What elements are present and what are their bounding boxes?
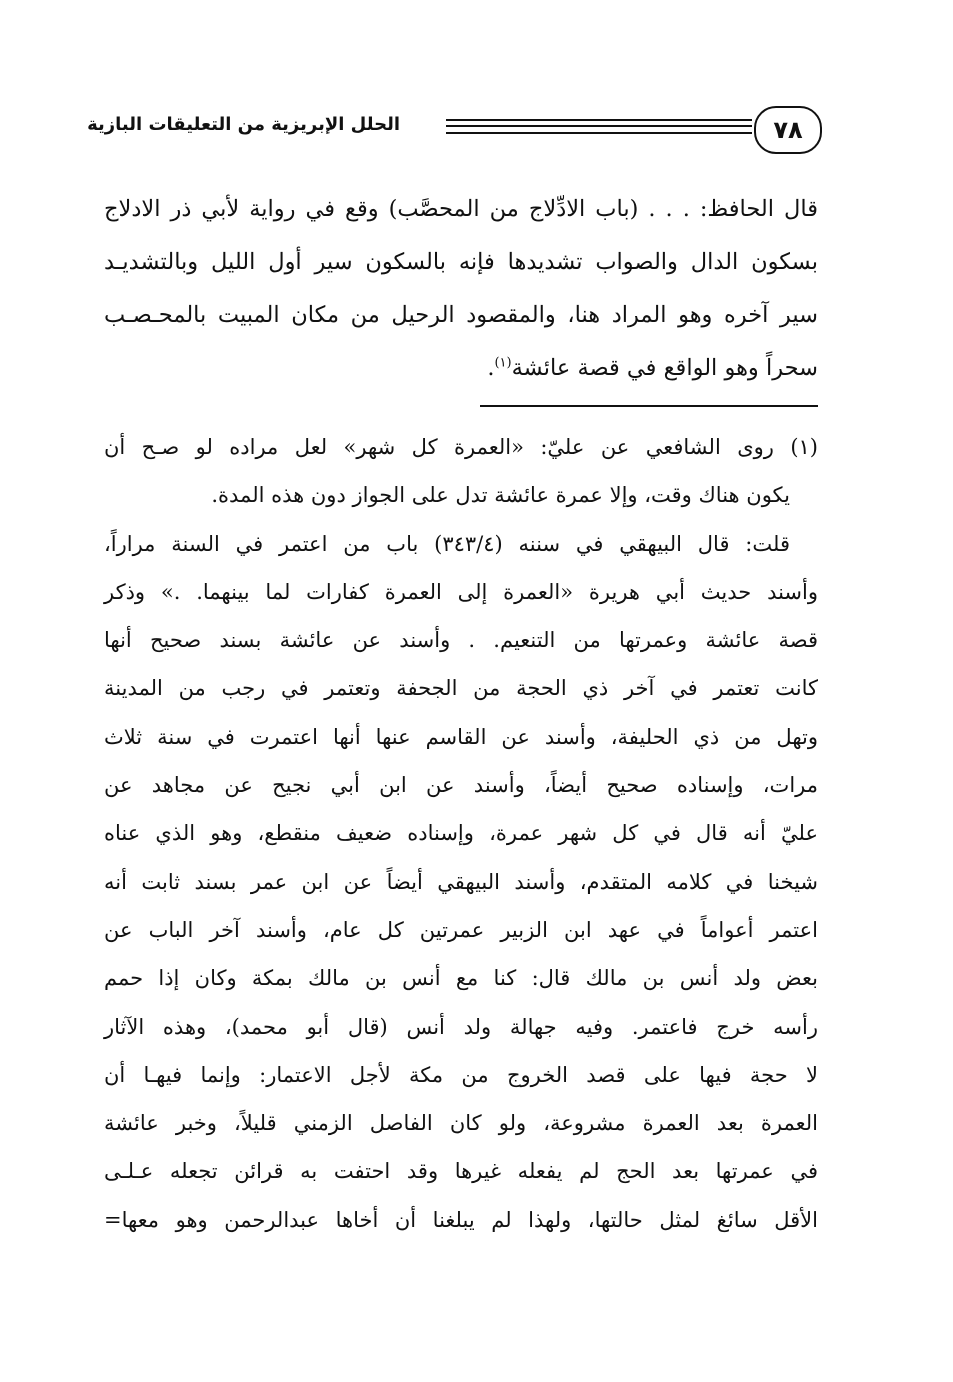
footnote-line: قلت: قال البيهقي في سننه (٣٤٣/٤) باب من اعتمر في السنة مراراً، — [104, 531, 790, 556]
footnote-line: وأسند حديث أبي هريرة «العمرة إلى العمرة كفارات لما بينهما. .» وذكر — [104, 579, 818, 604]
header-rule — [446, 119, 752, 134]
main-line: بسكون الدال والصواب تشديدها فإنه بالسكون سير أول الليل وبالتشديـد — [104, 249, 818, 275]
main-line: قال الحافظ: . . . (باب الادِّلاج من المحصَّب) وقع في رواية لأبي ذر الادلاج — [104, 196, 818, 222]
main-line-text: سحراً وهو الواقع في قصة عائشة — [511, 355, 818, 381]
page-header — [87, 106, 822, 156]
footnote-separator — [480, 405, 818, 407]
footnote-line: يكون هناك وقت، وإلا عمرة عائشة تدل على الجواز دون هذه المدة. — [211, 483, 790, 508]
footnotes — [104, 423, 818, 1244]
footnote-line: لا حجة فيها على قصد الخروج من مكة لأجل الاعتمار: وإنما فيهـا أن — [104, 1062, 818, 1087]
running-title: الحلل الإبريزية من التعليقات البازية — [87, 114, 400, 135]
footnote-line: شيخنا في كلامه المتقدم، وأسند البيهقي أيضاً عن ابن عمر بسند ثابت أنه — [104, 869, 818, 894]
footnote-line: عليّ أنه قال في كل شهر عمرة، وإسناده ضعيف منقطع، وهو الذي عناه — [104, 821, 818, 846]
footnote-line: في عمرتها بعد الحج لم يفعله غيرها وقد احتفت به قرائن تجعله عـلـى — [104, 1159, 818, 1184]
footnote-line: كانت تعتمر في آخر ذي الحجة من الجحفة وتعتمر في رجب من المدينة — [104, 676, 818, 701]
footnote-line: العمرة بعد العمرة مشروعة، ولو كان الفاصل الزمني قليلاً، وخبر عائشة — [104, 1111, 818, 1136]
footnote-line: بعض ولد أنس بن مالك قال: كنا مع أنس بن مالك بمكة وكان إذا حمم — [104, 966, 818, 991]
page-number: ٧٨ — [754, 106, 822, 154]
main-line — [104, 342, 818, 395]
footnote-ref: (١) — [494, 355, 512, 371]
main-line-end: . — [487, 355, 495, 381]
footnote-line: اعتمر أعواماً في عهد ابن الزبير عمرتين كل عام، وأسند آخر الباب عن — [104, 917, 818, 942]
main-text — [104, 183, 818, 395]
footnote-line: رأسه خرج فاعتمر. وفيه جهالة ولد أنس (قال أبو محمد)، وهذه الآثار — [104, 1014, 818, 1039]
footnote-line: قصة عائشة وعمرتها من التنعيم. . وأسند عن عائشة بسند صحيح أنها — [104, 628, 818, 653]
footnote-line: (١) روى الشافعي عن عليّ: «العمرة كل شهر» لعل مراده لو صـح أن — [104, 435, 818, 459]
main-line: سير آخره وهو المراد هنا، والمقصود الرحيل من مكان المبيت بالمحـصـب — [104, 302, 818, 328]
footnote-line: الأقل سائغ لمثل حالتها، ولهذا لم يبلغنا أن أخاها عبدالرحمن وهو معها= — [104, 1207, 818, 1232]
footnote-line: مرات، وإسناده صحيح أيضاً، وأسند عن ابن أبي نجيح عن مجاهد عن — [104, 773, 818, 798]
footnote-line: وتهل من ذي الحليفة، وأسند عن القاسم عنها أنها اعتمرت في سنة ثلاث — [104, 724, 818, 749]
